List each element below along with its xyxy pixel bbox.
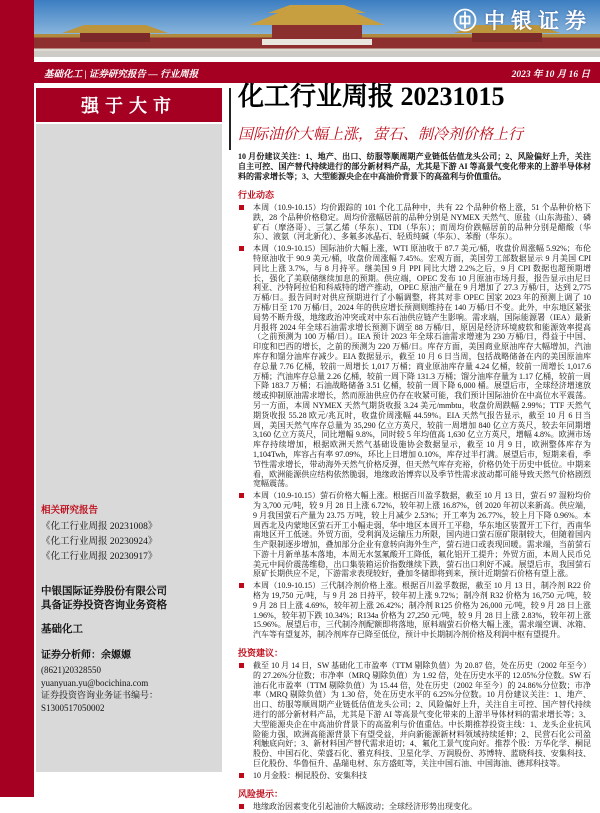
risk-bullet-list: [238, 802, 591, 812]
rating-badge: 强于大市: [36, 88, 222, 122]
report-date: 2023 年 10 月 16 日: [511, 69, 590, 80]
company-qualification: 具备证券投资咨询业务资格: [41, 600, 167, 611]
analyst-email[interactable]: yuanyuan.yu@bocichina.com: [41, 677, 149, 688]
related-reports-title: 相关研究报告: [41, 506, 99, 516]
analyst-cert-number: 证券投资咨询业务证书编号：S1300517050002: [41, 690, 159, 713]
report-info-bar: [34, 62, 600, 83]
bullet-item: 本周（10.9-10.15）三代制冷剂价格上涨。根据百川盈孚数据，截至 10 月 13 日，制冷剂 R22 价格为 19,750 元/吨，与 9 月 28 日持平，较年初上涨 9.72%；制冷剂 R32 价格为 16,750 元/吨，较 9 月 28 日上涨 4.69%，较年初上涨 26.42%；制冷剂 R125 价格为 26,000 元/吨，较 9 月 28 日上涨 1.96%，较年初下跌 10.34%；R134a 价格为 27,250 元/吨，较 9 月 28 日上涨 2.83%，较年初上涨 15.96%。展望后市，三代制冷剂配额即将落地，原料端萤石价格大幅上涨，需求端空调、冰箱、汽车等有望复苏，制冷剂库存已降至低位，预计中长期制冷剂价格及利润中枢有望提升。: [238, 581, 591, 640]
report-intro: 10 月份建议关注：1、地产、出口、纺服等顺周期产业链低估值龙头公司；2、风险偏好上升，关注自主可控、国产替代持续进行的部分新材料产品，尤其是下游 AI 等高景气变化带来的上游半导体材料的需求增长等；3、大型能源央企在中高油价背景下的高盈利与价值重估。: [238, 152, 591, 181]
industry-label: 基础化工: [41, 624, 83, 635]
related-report-link[interactable]: 《化工行业周报 20230917》: [41, 552, 158, 562]
title-divider: [229, 88, 231, 150]
header-banner: [34, 0, 600, 57]
section-title-advice: 投资建议：: [238, 648, 284, 659]
brand-logo-text: 中银证券: [484, 9, 592, 33]
sidebar: [36, 124, 222, 772]
company-name: 中银国际证券股份有限公司: [41, 586, 167, 597]
report-subtitle: 国际油价大幅上涨，萤石、制冷剂价格上行: [238, 127, 524, 143]
report-category: 基础化工 | 证券研究报告 — 行业周报: [44, 69, 199, 80]
section-title-risk: 风险提示：: [238, 788, 284, 799]
section-title-industry: 行业动态: [238, 190, 275, 200]
boc-logo-icon: [453, 8, 477, 32]
bullet-item: 本周（10.9-10.15）国际油价大幅上涨，WTI 原油收于 87.7 美元/桶，收盘价周涨幅 5.92%；布伦特原油收于 90.9 美元/桶，收盘价周涨幅 7.45%。宏观方面，美国劳工部数据显示 9 月美国 CPI 同比上涨 3.7%，与 8 月持平。继美国 9 月 PPI 同比大增 2.2%之后，9 月 CPI 数据也超预期增长，强化了美联储继续加息的预期。供应端，OPEC 发布 10 月原油市场月报，报告显示由尼日利亚、沙特阿拉伯和科威特的增产推动，OPEC 原油产量在 9 月增加了 27.3 万桶/日，达到 2,775 万桶/日。报告同时对供应预期进行了小幅调整，将其对非 OPEC 国家 2023 年的预测上调了 10 万桶/日至 170 万桶/日，2024 年的供应增长预测则维持在 140 万桶/日不变。此外，中东地区紧张局势不断升级，地缘政治冲突或对中东石油供应链产生影响。需求端，国际能源署（IEA）最新月报将 2024 年全球石油需求增长预测下调至 88 万桶/日，原因是经济环境疲软和能源效率提高（之前预测为 100 万桶/日）。IEA 预计 2023 年全球石油需求增速为 230 万桶/日，得益于中国、印度和巴西的增长，之前的预测为 220 万桶/日。库存方面，美国商业原油库存大幅增加，汽油库存和馏分油库存减少。EIA 数据显示，截至 10 月 6 日当周，包括战略储备在内的美国原油库存总量 7.76 亿桶，较前一周增长 1,017 万桶；商业原油库存量 4.24 亿桶，较前一周增长 1,017.6 万桶；汽油库存总量 2.26 亿桶，较前一周下降 131.3 万桶；馏分油库存量为 1.17 亿桶，较前一周下降 183.7 万桶；石油战略储备 3.51 亿桶，较前一周下降 6,000 桶。展望后市，全球经济增速放缓或抑制原油需求增长，然而原油供应仍存在收紧可能，我们预计国际油价在中高位水平震荡。另一方面，本周 NYMEX 天然气期货收报 3.24 美元/mmbtu，收盘价周跌幅 2.99%；TTF 天然气期货收报 55.28 欧元/兆瓦时，收盘价周涨幅 44.59%。EIA 天然气报告显示，截至 10 月 6 日当周，美国天然气库存总量为 35,290 亿立方英尺，较前一周增加 840 亿立方英尺，较去年同期增 3,160 亿立方英尺，同比增幅 9.8%，同时较 5 年均值高 1,630 亿立方英尺，增幅 4.8%。欧洲市场库存持续增加，根据欧洲天然气基础设施协会数据显示，截至 10 月 9 日，欧洲整体库存为 1,104Twh，库容占有率 97.09%，环比上日增加 0.10%，库存过半打满。展望后市，短期来看，季节性需求增长，带动海外天然气价格反弹，但天然气库存充裕，价格仍处于历史中低位。中期来看，欧洲能源供应结构依然脆弱，地缘政治博弈以及季节性需求波动都可能导致天然气价格剧烈宽幅震荡。: [238, 244, 591, 489]
analyst-name: 证券分析师：余嫄嫄: [41, 650, 131, 661]
industry-bullet-list: [238, 203, 591, 640]
report-title: 化工行业周报 20231015: [238, 82, 505, 111]
bullet-item: 10 月金股：桐昆股份、安集科技: [238, 771, 591, 781]
left-brand-strip: [0, 0, 34, 797]
bullet-item: 地缘政治因素变化引起油价大幅波动；全球经济形势出现变化。: [238, 802, 591, 812]
brand-logo: [453, 5, 592, 35]
bullet-item: 本周（10.9-10.15）萤石价格大幅上涨。根据百川盈孚数据，截至 10 月 13 日，萤石 97 湿粉均价为 3,700 元/吨，较 9 月 28 日上涨 6.72%，较年初上涨 16.87%，创 2020 年初以来新高。供应端，9 月我国萤石产量为 23.75 万吨，较上月减少 2.53%；开工率为 26.77%，较上月下降 0.96%。本周西北及内蒙地区萤石开工小幅走弱，华中地区本周开工平稳，华东地区装置开工下行，西南华南地区开工低迷。外贸方面，受利润及运输压力所限，国内进口萤石原矿限制较大，但随着国内生产限制逐步增加，叠加部分企业有意转向海外生产，萤石进口或表现回暖。需求端，当前萤石下游十月新单基本落地，本周无水氢氟酸开工降低，氟化铝开工提升；外贸方面，本周人民币兑美元中间价震荡维稳，出口集装箱运价指数继续下跌，萤石出口利好不减。展望后市，我国萤石原矿长期供应不足，下游需求表现较好，叠加冬储即将到来，预计近期萤石价格有望上涨。: [238, 491, 591, 579]
bullet-item: 本周（10.9-10.15）均价跟踪的 101 个化工品种中，共有 22 个品种价格上涨，51 个品种价格下跌，28 个品种价格稳定。周均价涨幅居前的品种分别是 NYMEX 天然气、原盐（山东海盐）、磷矿石（摩洛哥）、三氯乙烯（华东）、TDI（华东）；而周均价跌幅居前的品种分别是醋酸（华东）、液氨（河北新化）、多氟多冰晶石、轻质纯碱（华东）、苯酚（华东）。: [238, 203, 591, 242]
related-report-link[interactable]: 《化工行业周报 20230924》: [41, 537, 158, 547]
main-content: [238, 82, 591, 813]
bullet-item: 截至 10 月 14 日，SW 基础化工市盈率（TTM 剔除负值）为 20.87 倍，处在历史（2002 年至今）的 27.26%分位数；市净率（MRQ 剔除负值）为 1.92 倍，处在历史水平的 12.05%分位数。SW 石油石化市盈率（TTM 剔除负值）为 15.44 倍，处在历史（2002 年至今）的 24.86%分位数；市净率（MRQ 剔除负值）为 1.30 倍，处在历史水平的 6.25%分位数。10 月份建议关注：1、地产、出口、纺服等顺周期产业链低估值龙头公司；2、风险偏好上升，关注自主可控、国产替代持续进行的部分新材料产品，尤其是下游 AI 等高景气变化带来的上游半导体材料的需求增长等；3、大型能源央企在中高油价背景下的高盈利与价值重估。中长期推荐投资主线：1、龙头企业抗风险能力强，欧洲高能源背景下有望受益，并向新能源新材料领域持续延伸；2、民营石化公司盈利触底向好；3、新材料国产替代需求迫切；4、氟化工景气度向好。推荐个股：万华化学、桐昆股份、中国石化、荣盛石化、雅克科技、卫星化学、万润股份、苏博特、蓝晓科技、安集科技、巨化股份、华鲁恒升、晶瑞电材、东方盛虹等，关注中国石油、中国海油、德邦科技等。: [238, 661, 591, 769]
advice-bullet-list: [238, 661, 591, 781]
related-report-link[interactable]: 《化工行业周报 20231008》: [41, 522, 158, 532]
analyst-phone: (8621)20328550: [41, 665, 101, 675]
